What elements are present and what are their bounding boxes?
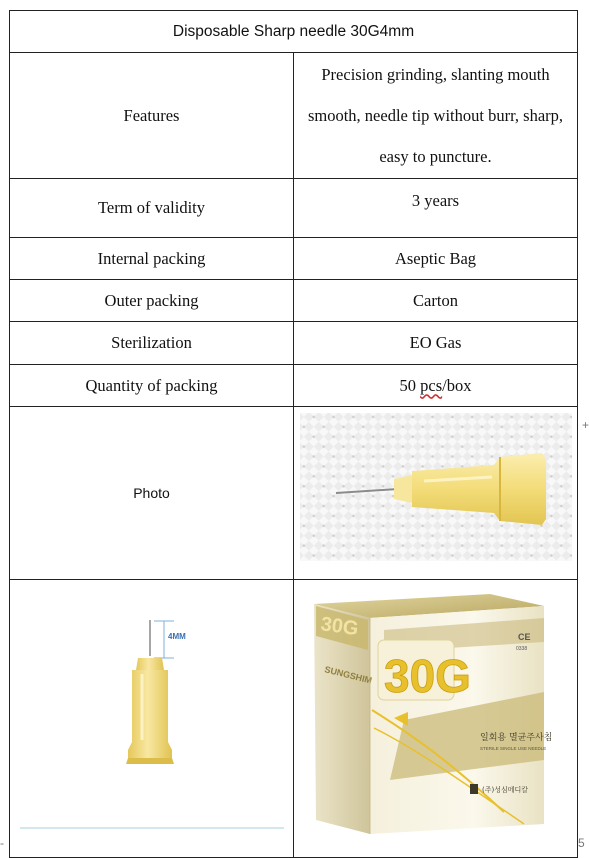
table-row	[10, 179, 578, 238]
box-logo-icon	[470, 784, 478, 794]
row-label-features: Features	[10, 53, 294, 179]
product-box-photo	[294, 580, 578, 852]
row-label-internal-packing: Internal packing	[10, 238, 294, 280]
table-row	[10, 580, 578, 858]
needle-photo-cell	[294, 407, 578, 580]
row-label-sterilization: Sterilization	[10, 322, 294, 365]
photo-label: Photo	[10, 407, 294, 580]
row-value-internal-packing: Aseptic Bag	[294, 238, 578, 280]
row-value-quantity	[294, 365, 578, 407]
row-value-validity: 3 years	[294, 179, 578, 238]
box-gauge-side: 30G	[319, 613, 360, 641]
quantity-number: 50	[399, 375, 421, 395]
row-label-quantity: Quantity of packing	[10, 365, 294, 407]
table-row	[10, 407, 578, 580]
box-gauge-front: 30G	[384, 650, 471, 702]
box-korean-name: 일회용 멸균주사침	[480, 733, 553, 743]
box-maker: (주)성심메디칼	[482, 786, 529, 794]
table-row	[10, 322, 578, 365]
title-row	[10, 11, 578, 53]
row-value-features: Precision grinding, slanting mouth smooth, needle tip without burr, sharp, easy to puncture.	[294, 53, 578, 179]
table-row	[10, 53, 578, 179]
margin-mark-bottom-right: 5	[578, 836, 585, 850]
needle-diagram	[10, 580, 294, 852]
table-row	[10, 365, 578, 407]
margin-mark-bottom-left: -	[0, 836, 4, 850]
row-value-outer-packing: Carton	[294, 280, 578, 322]
box-photo-cell	[294, 580, 578, 858]
needle-hub-tip	[394, 475, 412, 503]
dimension-label: 4MM	[168, 632, 186, 641]
row-label-outer-packing: Outer packing	[10, 280, 294, 322]
row-value-sterilization: EO Gas	[294, 322, 578, 365]
box-english-name: STERILE SINGLE USE NEEDLE	[480, 746, 547, 751]
quantity-unit-spellcheck: pcs	[420, 375, 443, 395]
needle-photo	[294, 407, 578, 574]
product-title: Disposable Sharp needle 30G4mm	[10, 11, 578, 53]
quantity-per: /box	[442, 375, 472, 395]
row-label-validity: Term of validity	[10, 179, 294, 238]
needle-hub	[128, 670, 172, 758]
ce-mark: CE	[518, 632, 531, 642]
margin-mark-right-top: +	[582, 418, 589, 432]
box-brand: SUNGSHIM	[323, 664, 374, 686]
table-row	[10, 280, 578, 322]
table-row	[10, 238, 578, 280]
ce-code: 0338	[516, 646, 528, 652]
spec-table	[9, 10, 578, 858]
needle-diagram-cell	[10, 580, 294, 858]
